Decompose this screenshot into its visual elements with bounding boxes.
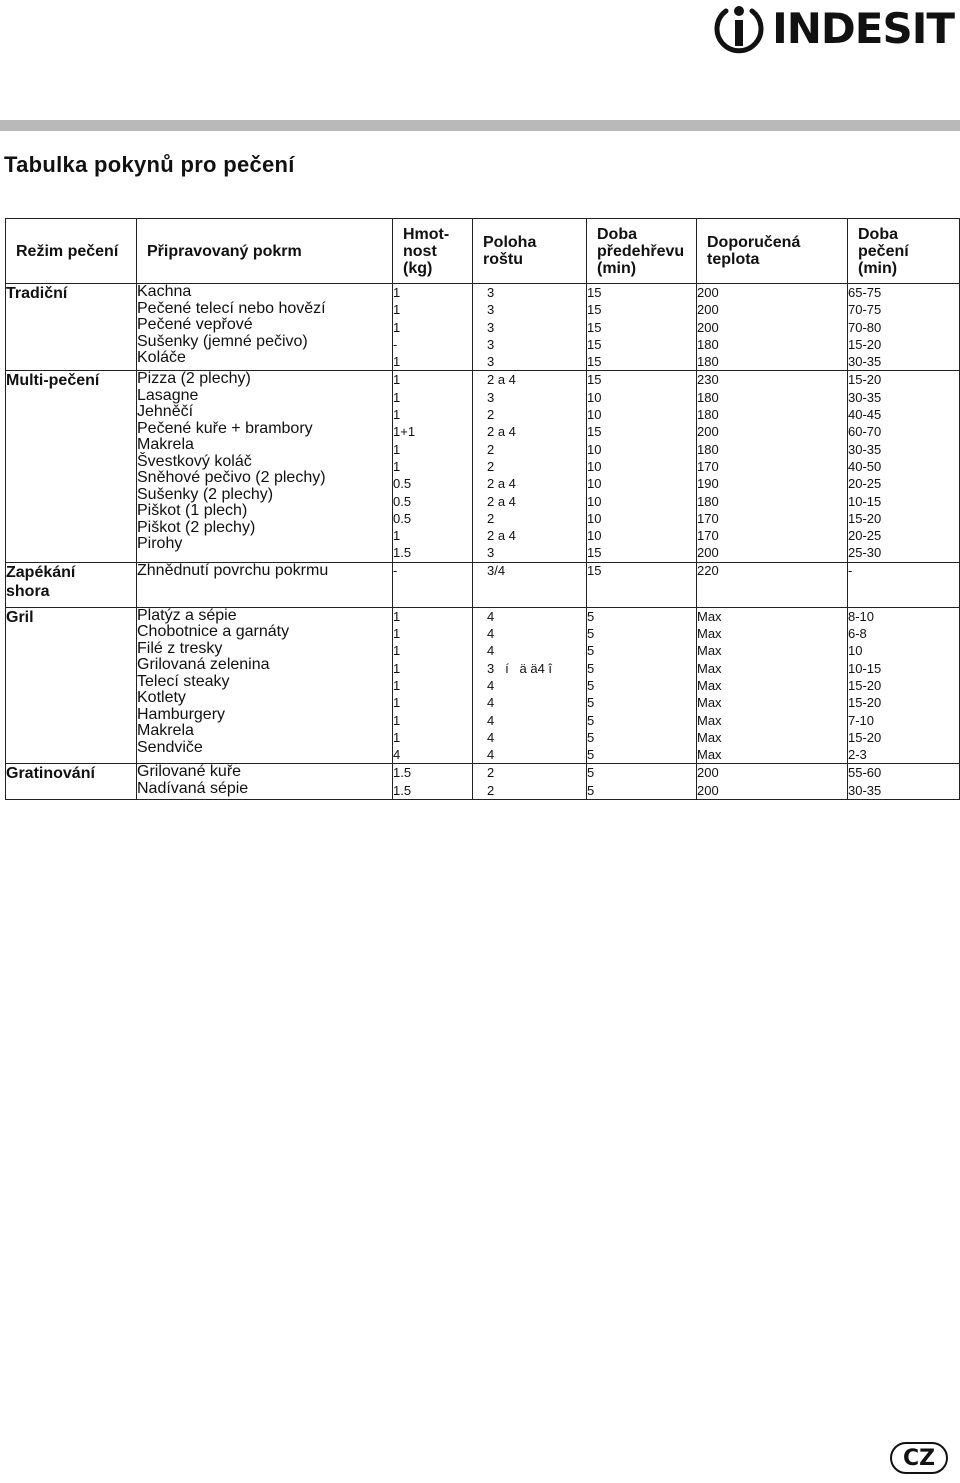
preheat-cell bbox=[587, 764, 697, 800]
cell-value: 3 bbox=[487, 354, 495, 370]
cell-value: - bbox=[393, 562, 398, 578]
food-name: Platýz a sépie bbox=[137, 606, 237, 624]
cell-value: 7-10 bbox=[848, 712, 875, 728]
cell-value: 5 bbox=[587, 729, 595, 745]
cell-value: 4 bbox=[393, 747, 401, 763]
cell-value: 1 bbox=[393, 285, 401, 300]
cell-value: 15 bbox=[587, 319, 602, 335]
cell-value: - bbox=[848, 562, 853, 578]
header-time: Doba pečení (min) bbox=[848, 219, 960, 284]
cell-value: Max bbox=[697, 677, 722, 693]
cell-value: 4 bbox=[487, 677, 495, 693]
cell-value: 30-35 bbox=[848, 354, 882, 370]
cell-value: 15-20 bbox=[848, 336, 882, 352]
cell-value: Max bbox=[697, 660, 722, 676]
food-name: Chobotnice a garnáty bbox=[137, 623, 290, 641]
preheat-cell bbox=[587, 371, 697, 562]
cell-value: 4 bbox=[487, 643, 495, 659]
cell-value: 170 bbox=[697, 528, 719, 544]
cell-value: Max bbox=[697, 747, 722, 763]
cell-value: 10-15 bbox=[848, 660, 882, 676]
preheat-cell bbox=[587, 562, 697, 607]
food-name: Grilovaná zelenina bbox=[137, 656, 270, 674]
cell-value: 6-8 bbox=[848, 626, 867, 642]
indesit-logo bbox=[712, 2, 954, 56]
cell-value: 1 bbox=[393, 677, 401, 693]
cell-value: 3 bbox=[487, 285, 495, 300]
cell-value: 15 bbox=[587, 562, 602, 578]
position-cell bbox=[473, 607, 587, 764]
cell-value: 20-25 bbox=[848, 476, 882, 492]
header-temp: Doporučená teplota bbox=[697, 219, 848, 284]
position-cell bbox=[473, 764, 587, 800]
cell-value: Max bbox=[697, 608, 722, 624]
cell-value: 0.5 bbox=[393, 476, 412, 492]
mode-cell bbox=[6, 284, 137, 371]
cell-value: 5 bbox=[587, 765, 595, 781]
cell-value: Max bbox=[697, 643, 722, 659]
cell-value: 200 bbox=[697, 782, 719, 798]
temp-cell bbox=[697, 284, 848, 371]
cell-value: 1 bbox=[393, 302, 401, 318]
cell-value: 10 bbox=[587, 528, 602, 544]
food-name: Piškot (1 plech) bbox=[137, 502, 248, 520]
cell-value: 200 bbox=[697, 285, 719, 300]
cell-value: 180 bbox=[697, 407, 719, 423]
header-divider bbox=[0, 120, 960, 131]
food-name: Pečené kuře + brambory bbox=[137, 419, 313, 437]
cell-value: 5 bbox=[587, 747, 595, 763]
header-weight: Hmot- nost (kg) bbox=[393, 219, 473, 284]
food-name: Piškot (2 plechy) bbox=[137, 518, 256, 536]
food-name: Sendviče bbox=[137, 738, 203, 756]
cell-value: 180 bbox=[697, 354, 719, 370]
temp-cell bbox=[697, 764, 848, 800]
cell-value: 15-20 bbox=[848, 510, 882, 526]
cell-value: 8-10 bbox=[848, 608, 875, 624]
cell-value: 4 bbox=[487, 729, 495, 745]
cell-value: 15-20 bbox=[848, 729, 882, 745]
cell-value: 3 bbox=[487, 302, 495, 318]
cell-value: 2 a 4 bbox=[487, 493, 516, 509]
food-name: Hamburgery bbox=[137, 705, 226, 723]
food-cell bbox=[137, 371, 393, 562]
cell-value: 10-15 bbox=[848, 493, 882, 509]
cell-value: 3 bbox=[487, 319, 495, 335]
mode-label: Tradiční bbox=[6, 285, 68, 302]
cell-value: 4 bbox=[487, 695, 495, 711]
cell-value: 40-45 bbox=[848, 407, 882, 423]
cell-value: 1+1 bbox=[393, 424, 416, 440]
table-row bbox=[6, 607, 960, 764]
food-name: Koláče bbox=[137, 349, 186, 366]
cell-value: 4 bbox=[487, 626, 495, 642]
brand-wordmark: INDESIT bbox=[772, 4, 954, 53]
cell-value: 1 bbox=[393, 319, 401, 335]
cell-value: 2 bbox=[487, 510, 495, 526]
cell-value: 1 bbox=[393, 712, 401, 728]
cell-value: 30-35 bbox=[848, 389, 882, 405]
cell-value: 55-60 bbox=[848, 765, 882, 781]
mode-cell bbox=[6, 562, 137, 607]
weight-cell bbox=[393, 764, 473, 800]
time-cell bbox=[848, 284, 960, 371]
cell-value: 5 bbox=[587, 608, 595, 624]
cell-value: 4 bbox=[487, 712, 495, 728]
cell-value: 1 bbox=[393, 660, 401, 676]
indesit-i-logo-icon bbox=[712, 2, 766, 56]
cell-value: 200 bbox=[697, 424, 719, 440]
cell-value: 15-20 bbox=[848, 372, 882, 388]
cell-value: 2 a 4 bbox=[487, 476, 516, 492]
cell-value: 30-35 bbox=[848, 441, 882, 457]
table-row bbox=[6, 764, 960, 800]
cell-value: 1 bbox=[393, 441, 401, 457]
table-row bbox=[6, 284, 960, 371]
cell-value: 0.5 bbox=[393, 493, 412, 509]
cell-value: 180 bbox=[697, 441, 719, 457]
time-cell bbox=[848, 562, 960, 607]
cell-value: 1 bbox=[393, 626, 401, 642]
cell-value: 1.5 bbox=[393, 545, 412, 561]
cell-value: 10 bbox=[587, 441, 602, 457]
food-name: Pizza (2 plechy) bbox=[137, 370, 251, 388]
cell-value: 1 bbox=[393, 643, 401, 659]
table-header-row bbox=[6, 219, 960, 284]
position-cell bbox=[473, 284, 587, 371]
cell-value: 2 a 4 bbox=[487, 372, 516, 388]
cell-value: 200 bbox=[697, 545, 719, 561]
food-name: Švestkový koláč bbox=[137, 452, 252, 470]
cell-value: 200 bbox=[697, 765, 719, 781]
cell-value: Max bbox=[697, 626, 722, 642]
cell-value: 2 bbox=[487, 441, 495, 457]
food-name: Grilované kuře bbox=[137, 763, 242, 781]
food-cell bbox=[137, 284, 393, 371]
food-name: Telecí steaky bbox=[137, 672, 230, 690]
weight-cell bbox=[393, 284, 473, 371]
table-body bbox=[6, 284, 960, 800]
time-cell bbox=[848, 607, 960, 764]
mode-label: Multi-pečení bbox=[6, 372, 100, 390]
cell-value: 5 bbox=[587, 695, 595, 711]
food-name: Pečené telecí nebo hovězí bbox=[137, 299, 326, 317]
header-preheat: Doba předehřevu (min) bbox=[587, 219, 697, 284]
mode-cell bbox=[6, 607, 137, 764]
cell-value: 3 í ä ä4 î bbox=[487, 660, 553, 676]
cell-value: 1 bbox=[393, 695, 401, 711]
food-name: Kotlety bbox=[137, 689, 186, 707]
header-mode: Režim pečení bbox=[6, 219, 137, 284]
cell-value: 200 bbox=[697, 319, 719, 335]
mode-label: Gratinování bbox=[6, 765, 95, 783]
cell-value: 5 bbox=[587, 782, 595, 798]
cell-value: 3 bbox=[487, 545, 495, 561]
cell-value: 2 a 4 bbox=[487, 528, 516, 544]
cell-value: 2 bbox=[487, 458, 495, 474]
cell-value: 1.5 bbox=[393, 765, 412, 781]
cell-value: 190 bbox=[697, 476, 719, 492]
cell-value: 4 bbox=[487, 608, 495, 624]
language-badge: CZ bbox=[890, 1442, 948, 1474]
food-cell bbox=[137, 764, 393, 800]
cell-value: 2-3 bbox=[848, 747, 867, 763]
cell-value: 15-20 bbox=[848, 695, 882, 711]
cell-value: 5 bbox=[587, 643, 595, 659]
table-row bbox=[6, 562, 960, 607]
cell-value: 15 bbox=[587, 302, 602, 318]
cell-value: 10 bbox=[587, 407, 602, 423]
cell-value: Max bbox=[697, 729, 722, 745]
cell-value: 1 bbox=[393, 458, 401, 474]
cell-value: 70-75 bbox=[848, 302, 882, 318]
food-cell bbox=[137, 607, 393, 764]
cell-value: 2 bbox=[487, 782, 495, 798]
header-food: Připravovaný pokrm bbox=[137, 219, 393, 284]
cell-value: 170 bbox=[697, 458, 719, 474]
cell-value: 1 bbox=[393, 372, 401, 388]
food-name: Pirohy bbox=[137, 535, 183, 553]
cell-value: 10 bbox=[587, 493, 602, 509]
page-title: Tabulka pokynů pro pečení bbox=[4, 152, 295, 177]
temp-cell bbox=[697, 562, 848, 607]
cell-value: 10 bbox=[587, 458, 602, 474]
cell-value: 1 bbox=[393, 389, 401, 405]
food-name: Nadívaná sépie bbox=[137, 779, 249, 797]
food-name: Filé z tresky bbox=[137, 639, 223, 657]
cell-value: 10 bbox=[848, 643, 863, 659]
cell-value: 15 bbox=[587, 372, 602, 388]
cell-value: 1 bbox=[393, 608, 401, 624]
cell-value: Max bbox=[697, 712, 722, 728]
mode-label: shora bbox=[6, 582, 50, 600]
position-cell bbox=[473, 562, 587, 607]
food-name: Zhnědnutí povrchu pokrmu bbox=[137, 561, 329, 579]
cell-value: 15 bbox=[587, 336, 602, 352]
cell-value: 2 a 4 bbox=[487, 424, 516, 440]
cell-value: 25-30 bbox=[848, 545, 882, 561]
mode-cell bbox=[6, 764, 137, 800]
food-name: Makrela bbox=[137, 436, 194, 454]
weight-cell bbox=[393, 371, 473, 562]
cell-value: 40-50 bbox=[848, 458, 882, 474]
cell-value: 170 bbox=[697, 510, 719, 526]
cell-value: 15 bbox=[587, 424, 602, 440]
temp-cell bbox=[697, 607, 848, 764]
cell-value: 1 bbox=[393, 528, 401, 544]
preheat-cell bbox=[587, 284, 697, 371]
food-name: Sušenky (2 plechy) bbox=[137, 485, 274, 503]
header-position: Poloha roštu bbox=[473, 219, 587, 284]
cell-value: 1 bbox=[393, 729, 401, 745]
mode-label: Zapékání bbox=[6, 563, 76, 581]
cell-value: 4 bbox=[487, 747, 495, 763]
food-name: Pečené vepřové bbox=[137, 316, 253, 333]
weight-cell bbox=[393, 562, 473, 607]
cell-value: 5 bbox=[587, 712, 595, 728]
position-cell bbox=[473, 371, 587, 562]
cell-value: 15 bbox=[587, 354, 602, 370]
cell-value: 180 bbox=[697, 336, 719, 352]
cell-value: 3/4 bbox=[487, 562, 506, 578]
food-name: Lasagne bbox=[137, 386, 199, 404]
weight-cell bbox=[393, 607, 473, 764]
cell-value: 20-25 bbox=[848, 528, 882, 544]
cell-value: 15 bbox=[587, 285, 602, 300]
cell-value: 70-80 bbox=[848, 319, 882, 335]
cell-value: 5 bbox=[587, 660, 595, 676]
food-name: Sušenky (jemné pečivo) bbox=[137, 332, 308, 350]
food-name: Jehněčí bbox=[137, 403, 194, 421]
cell-value: - bbox=[393, 336, 398, 352]
cell-value: 0.5 bbox=[393, 510, 412, 526]
cell-value: Max bbox=[697, 695, 722, 711]
cell-value: 3 bbox=[487, 336, 495, 352]
food-cell bbox=[137, 562, 393, 607]
cell-value: 230 bbox=[697, 372, 719, 388]
mode-label: Gril bbox=[6, 608, 34, 626]
cell-value: 60-70 bbox=[848, 424, 882, 440]
cell-value: 220 bbox=[697, 562, 719, 578]
food-name: Makrela bbox=[137, 722, 194, 740]
cell-value: 15-20 bbox=[848, 677, 882, 693]
cell-value: 2 bbox=[487, 765, 495, 781]
cell-value: 15 bbox=[587, 545, 602, 561]
cell-value: 180 bbox=[697, 389, 719, 405]
baking-table bbox=[5, 218, 960, 800]
cell-value: 180 bbox=[697, 493, 719, 509]
mode-cell bbox=[6, 371, 137, 562]
cell-value: 1 bbox=[393, 354, 401, 370]
cell-value: 65-75 bbox=[848, 285, 882, 300]
cell-value: 2 bbox=[487, 407, 495, 423]
cell-value: 30-35 bbox=[848, 782, 882, 798]
cell-value: 3 bbox=[487, 389, 495, 405]
cell-value: 10 bbox=[587, 510, 602, 526]
table-row bbox=[6, 371, 960, 562]
food-name: Sněhové pečivo (2 plechy) bbox=[137, 469, 326, 487]
cell-value: 5 bbox=[587, 677, 595, 693]
food-name: Kachna bbox=[137, 283, 192, 300]
cell-value: 200 bbox=[697, 302, 719, 318]
time-cell bbox=[848, 371, 960, 562]
cell-value: 10 bbox=[587, 389, 602, 405]
preheat-cell bbox=[587, 607, 697, 764]
time-cell bbox=[848, 764, 960, 800]
cell-value: 5 bbox=[587, 626, 595, 642]
temp-cell bbox=[697, 371, 848, 562]
cell-value: 10 bbox=[587, 476, 602, 492]
cell-value: 1.5 bbox=[393, 782, 412, 798]
cell-value: 1 bbox=[393, 407, 401, 423]
